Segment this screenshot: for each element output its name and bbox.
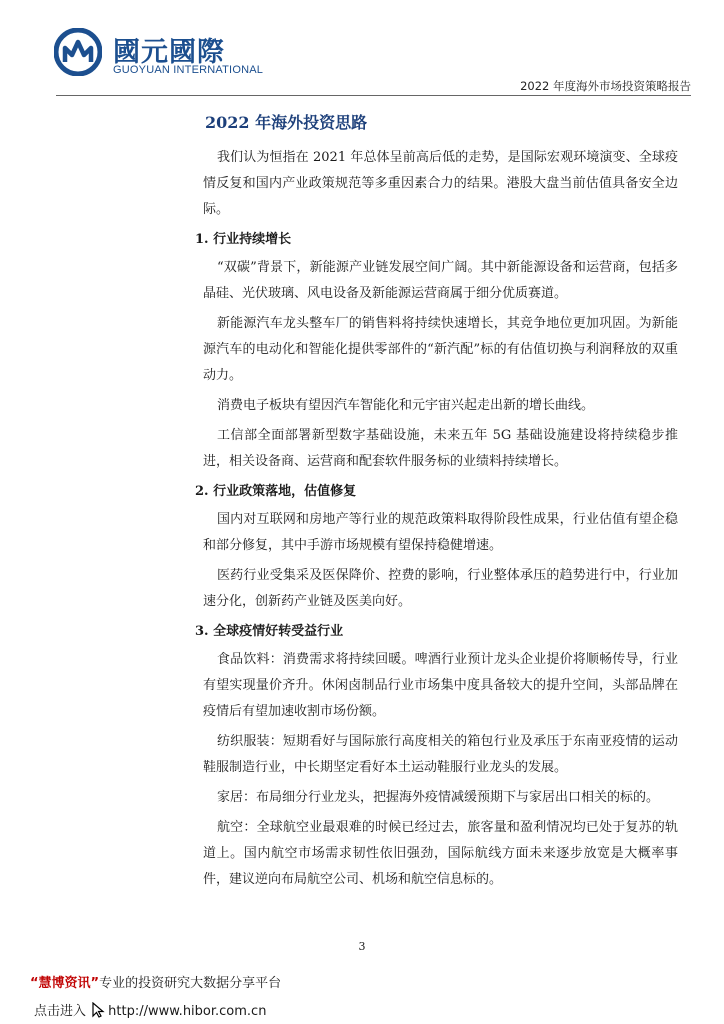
footer-url[interactable]: http://www.hibor.com.cn: [108, 1004, 267, 1019]
footer-link-prefix: 点击进入: [34, 1004, 87, 1019]
paragraph: 家居：布局细分行业龙头，把握海外疫情减缓预期下与家居出口相关的标的。: [217, 790, 660, 805]
header-divider: [56, 95, 691, 96]
footer-link[interactable]: [34, 1000, 266, 1019]
guoyuan-logo-icon: [54, 28, 102, 76]
heading-policy-valuation: 2. 行业政策落地，估值修复: [195, 484, 357, 499]
page-header: [0, 0, 724, 96]
paragraph: 消费电子板块有望因汽车智能化和元宇宙兴起走出新的增长曲线。: [217, 398, 595, 413]
paragraph: 国内对互联网和房地产等行业的规范政策料取得阶段性成果，行业估值有望企稳和部分修复，其中手游市场规模有望保持稳健增速。: [203, 512, 678, 553]
paragraph: 航空：全球航空业最艰难的时候已经过去，旅客量和盈利情况均已处于复苏的轨道上。国内航空市场需求韧性依旧强劲，国际航线方面未来逐步放宽是大概率事件，建议逆向布局航空公司、机场和航空信息标的。: [203, 820, 678, 887]
cursor-arrow-icon: [90, 1002, 106, 1018]
paragraph: 纺织服装：短期看好与国际旅行高度相关的箱包行业及承压于东南亚疫情的运动鞋服制造行业，中长期坚定看好本土运动鞋服行业龙头的发展。: [203, 734, 678, 775]
heading-pandemic-recovery: 3. 全球疫情好转受益行业: [195, 624, 344, 639]
footer-tagline-text: 专业的投资研究大数据分享平台: [99, 976, 282, 991]
report-title: 2022 年度海外市场投资策略报告: [520, 79, 691, 93]
logo-chinese-text: 國元國際: [113, 37, 225, 68]
logo-english-text: GUOYUAN INTERNATIONAL: [113, 64, 264, 76]
paragraph: 医药行业受集采及医保降价、控费的影响，行业整体承压的趋势进行中，行业加速分化，创新药产业链及医美向好。: [203, 568, 678, 609]
paragraph: 新能源汽车龙头整车厂的销售料将持续快速增长，其竞争地位更加巩固。为新能源汽车的电动化和智能化提供零部件的“新汽配”标的有估值切换与利润释放的双重动力。: [203, 316, 678, 383]
footer-tagline: [30, 972, 281, 991]
footer-brand: “慧博资讯”: [30, 976, 100, 991]
section-title: 2022 年海外投资思路: [205, 113, 368, 132]
paragraph: 食品饮料：消费需求将持续回暖。啤酒行业预计龙头企业提价将顺畅传导，行业有望实现量价齐升。休闲卤制品行业市场集中度具备较大的提升空间，头部品牌在疫情后有望加速收割市场份额。: [203, 652, 678, 719]
paragraph: 工信部全面部署新型数字基础设施，未来五年 5G 基础设施建设将持续稳步推进，相关设备商、运营商和配套软件服务标的业绩料持续增长。: [203, 428, 678, 469]
heading-industry-growth: 1. 行业持续增长: [195, 232, 292, 247]
main-content: [195, 110, 678, 897]
page-number: 3: [358, 940, 366, 953]
paragraph: “双碳”背景下，新能源产业链发展空间广阔。其中新能源设备和运营商，包括多晶硅、光伏玻璃、风电设备及新能源运营商属于细分优质赛道。: [203, 260, 678, 301]
intro-paragraph: 我们认为恒指在 2021 年总体呈前高后低的走势，是国际宏观环境演变、全球疫情反复和国内产业政策规范等多重因素合力的结果。港股大盘当前估值具备安全边际。: [203, 150, 678, 217]
